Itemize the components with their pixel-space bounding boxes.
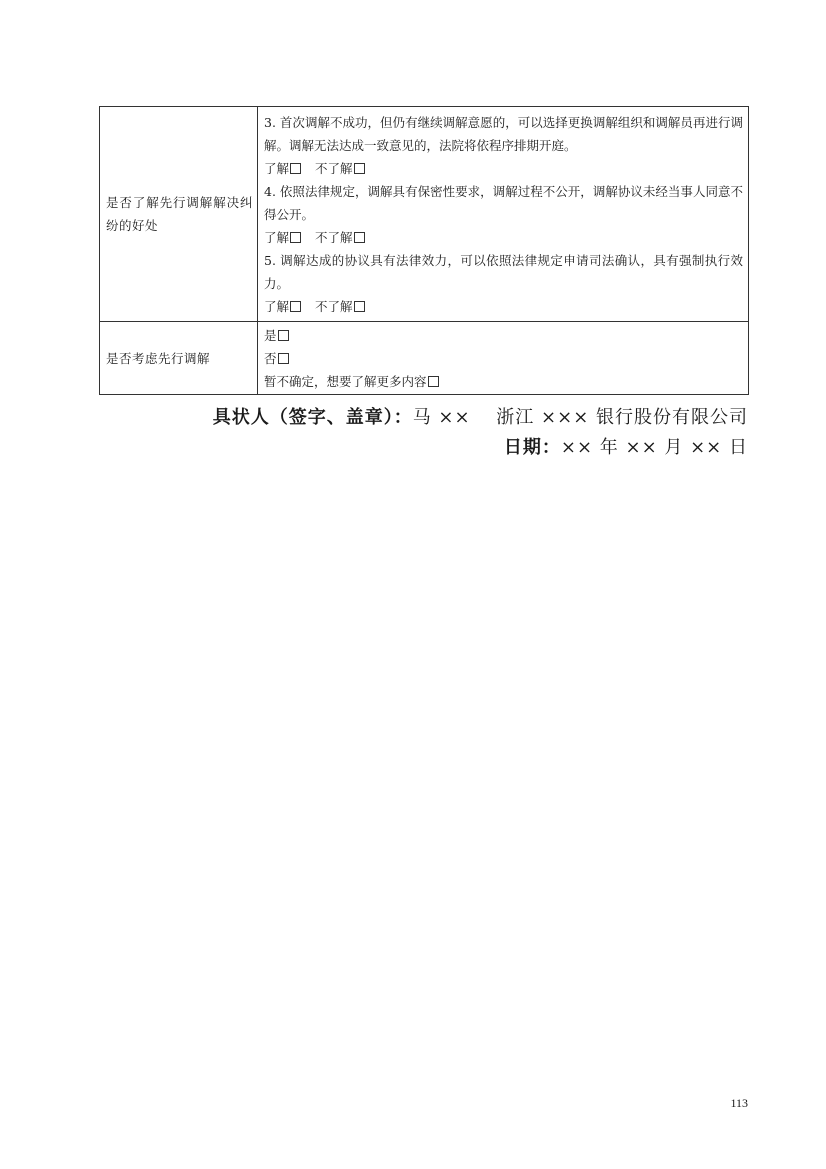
item-4-options <box>264 226 743 249</box>
option-yes-label: 是 <box>264 327 277 343</box>
mediation-benefits-content <box>258 107 749 322</box>
option-no <box>264 347 743 370</box>
item-4-text: 4. 依照法律规定，调解具有保密性要求，调解过程不公开，调解协议未经当事人同意不得公开。 <box>264 183 743 222</box>
row-label-mediation-benefits: 是否了解先行调解解决纠纷的好处 <box>100 107 258 322</box>
option-no-label: 否 <box>264 350 277 366</box>
understand-option-label: 了解 <box>264 160 290 176</box>
understand-checkbox[interactable] <box>290 163 301 174</box>
signature-block <box>213 403 748 463</box>
consider-mediation-content <box>258 322 749 395</box>
not-understand-option-label: 不了解 <box>315 298 353 314</box>
table-row <box>100 322 749 395</box>
not-understand-checkbox[interactable] <box>354 232 365 243</box>
understand-checkbox[interactable] <box>290 301 301 312</box>
not-understand-checkbox[interactable] <box>354 163 365 174</box>
mediation-form-table <box>99 106 749 395</box>
option-yes <box>264 324 743 347</box>
understand-option-label: 了解 <box>264 229 290 245</box>
item-5-options <box>264 295 743 318</box>
row-label-consider-mediation: 是否考虑先行调解 <box>100 322 258 395</box>
not-understand-checkbox[interactable] <box>354 301 365 312</box>
not-understand-option-label: 不了解 <box>315 160 353 176</box>
signer-value: 马 ×× 浙江 ××× 银行股份有限公司 <box>412 407 748 428</box>
unsure-checkbox[interactable] <box>428 376 439 387</box>
no-checkbox[interactable] <box>278 353 289 364</box>
date-value: ×× 年 ×× 月 ×× 日 <box>560 437 748 458</box>
date-label: 日期： <box>503 437 561 458</box>
not-understand-option-label: 不了解 <box>315 229 353 245</box>
yes-checkbox[interactable] <box>278 330 289 341</box>
option-unsure-label: 暂不确定，想要了解更多内容 <box>264 373 427 389</box>
understand-checkbox[interactable] <box>290 232 301 243</box>
signer-line <box>213 403 748 433</box>
page-number: 113 <box>730 1096 748 1110</box>
table-row <box>100 107 749 322</box>
item-3-options <box>264 157 743 180</box>
item-5-text: 5. 调解达成的协议具有法律效力，可以依照法律规定申请司法确认，具有强制执行效力。 <box>264 252 743 291</box>
understand-option-label: 了解 <box>264 298 290 314</box>
date-line <box>213 433 748 463</box>
option-unsure <box>264 370 743 393</box>
item-3-text: 3. 首次调解不成功，但仍有继续调解意愿的，可以选择更换调解组织和调解员再进行调解。调解无法达成一致意见的，法院将依程序排期开庭。 <box>264 114 743 153</box>
signer-label: 具状人（签字、盖章）： <box>212 407 413 428</box>
